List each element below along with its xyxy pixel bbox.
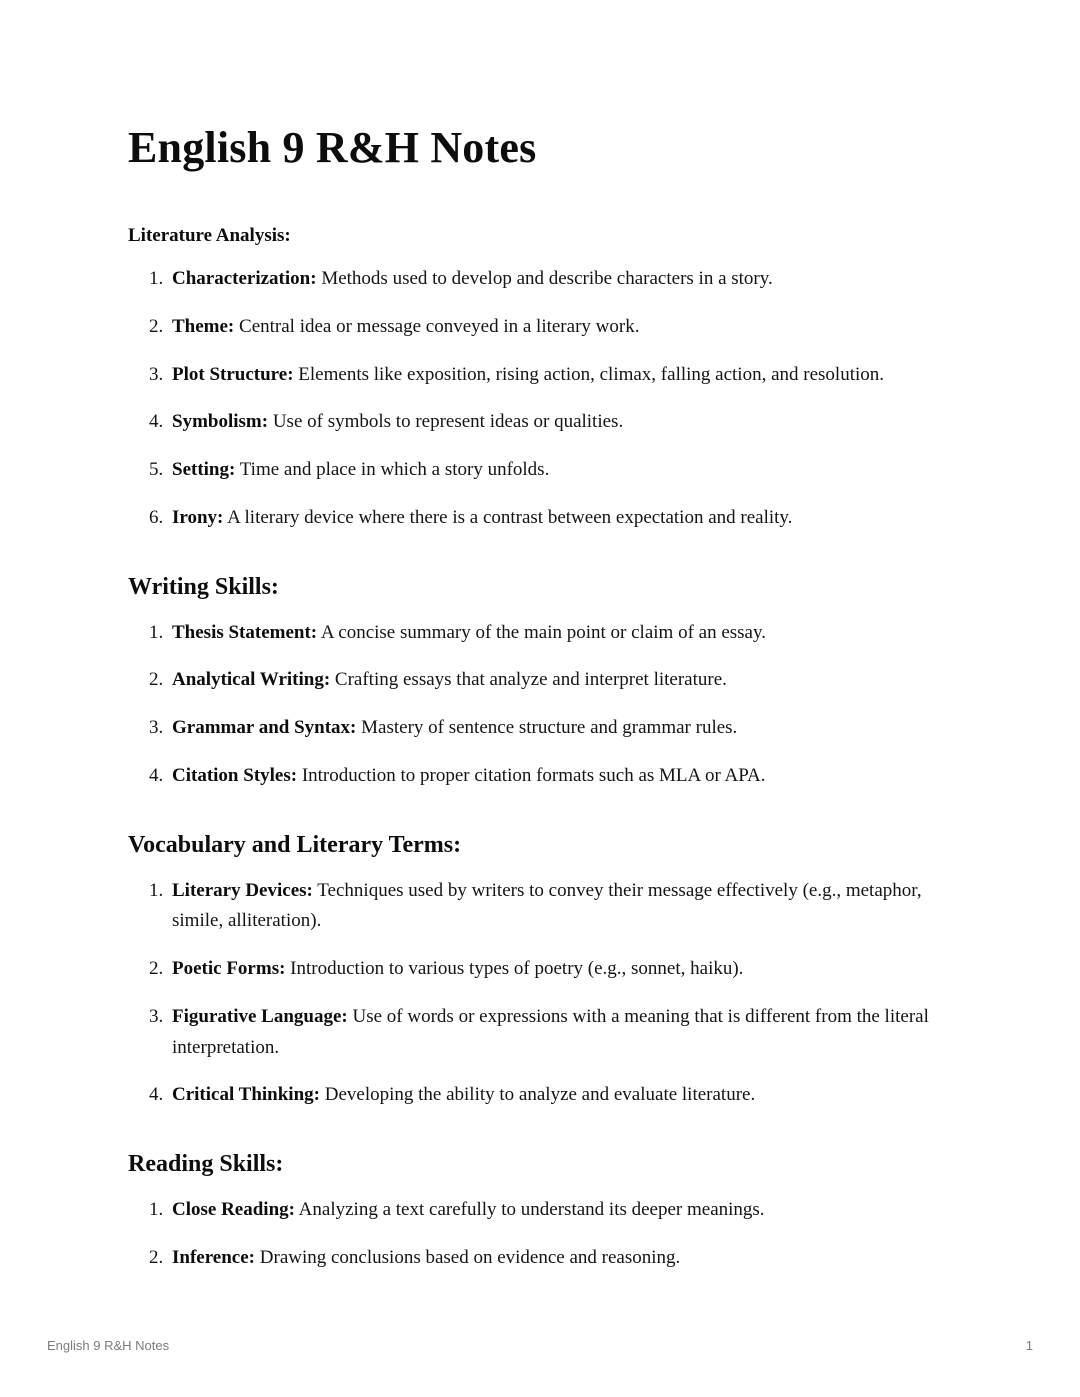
term-label: Analytical Writing: xyxy=(172,669,331,691)
list-item: 5. Setting: Time and place in which a story unfolds. xyxy=(168,455,960,486)
list-item: 2. Poetic Forms: Introduction to various types of poetry (e.g., sonnet, haiku). xyxy=(168,954,960,985)
term-label: Plot Structure: xyxy=(172,363,294,385)
section-list xyxy=(128,1195,960,1274)
list-item: 2. Analytical Writing: Crafting essays that analyze and interpret literature. xyxy=(168,665,960,696)
term-label: Poetic Forms: xyxy=(172,958,286,980)
list-item: 4. Critical Thinking: Developing the ability to analyze and evaluate literature. xyxy=(168,1080,960,1111)
list-item: 1. Characterization: Methods used to develop and describe characters in a story. xyxy=(168,264,960,295)
document-sections xyxy=(128,225,960,1274)
section-list xyxy=(128,876,960,1112)
term-label: Figurative Language: xyxy=(172,1005,348,1027)
term-label: Setting: xyxy=(172,459,236,481)
list-item: 4. Citation Styles: Introduction to proper citation formats such as MLA or APA. xyxy=(168,761,960,792)
term-label: Inference: xyxy=(172,1247,256,1269)
footer-document-title: English 9 R&H Notes xyxy=(47,1338,170,1353)
list-item: 2. Theme: Central idea or message conveyed in a literary work. xyxy=(168,312,960,343)
footer-page-number: 1 xyxy=(1025,1338,1033,1353)
list-item: 6. Irony: A literary device where there is a contrast between expectation and reality. xyxy=(168,503,960,534)
term-label: Theme: xyxy=(172,315,235,337)
list-item: 1. Thesis Statement: A concise summary of the main point or claim of an essay. xyxy=(168,618,960,649)
section-list xyxy=(128,264,960,534)
list-item: 2. Inference: Drawing conclusions based on evidence and reasoning. xyxy=(168,1243,960,1274)
section-heading: Reading Skills: xyxy=(128,1151,284,1178)
list-item: 1. Close Reading: Analyzing a text carefully to understand its deeper meanings. xyxy=(168,1195,960,1226)
section-list xyxy=(128,618,960,792)
list-item: 3. Plot Structure: Elements like exposition, rising action, climax, falling action, and resolution. xyxy=(168,360,960,391)
term-label: Characterization: xyxy=(172,268,317,289)
list-item: 4. Symbolism: Use of symbols to represent ideas or qualities. xyxy=(168,407,960,438)
term-label: Literary Devices: xyxy=(172,879,313,901)
term-label: Irony: xyxy=(172,506,224,528)
list-item: 3. Grammar and Syntax: Mastery of sentence structure and grammar rules. xyxy=(168,713,960,744)
term-label: Critical Thinking: xyxy=(172,1084,320,1106)
section-heading: Writing Skills: xyxy=(128,573,279,600)
section-heading: Literature Analysis: xyxy=(128,225,291,246)
page-title: English 9 R&H Notes xyxy=(128,123,537,172)
list-item: 1. Literary Devices: Techniques used by writers to convey their message effectively (e.g., metaphor, simile, alliteration). xyxy=(168,876,960,938)
term-label: Symbolism: xyxy=(172,411,269,433)
term-label: Citation Styles: xyxy=(172,764,298,786)
list-item: 3. Figurative Language: Use of words or expressions with a meaning that is different from the literal interpretation. xyxy=(168,1002,960,1064)
term-label: Grammar and Syntax: xyxy=(172,717,357,739)
term-label: Thesis Statement: xyxy=(172,621,318,643)
term-label: Close Reading: xyxy=(172,1199,295,1221)
section-heading: Vocabulary and Literary Terms: xyxy=(128,831,462,858)
page-footer xyxy=(47,1338,1033,1353)
